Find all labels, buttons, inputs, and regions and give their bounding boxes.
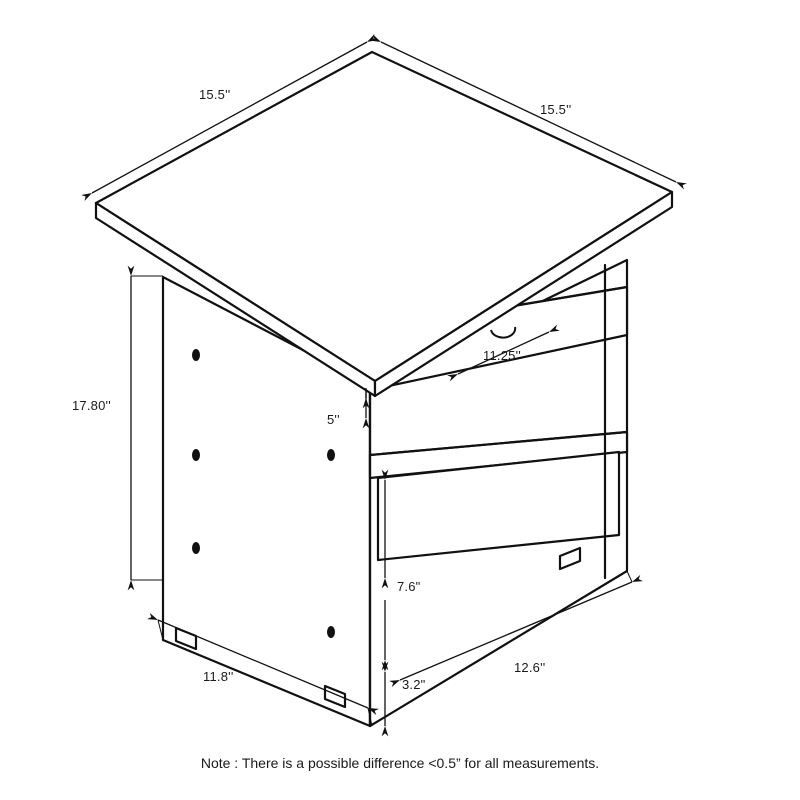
dim-label-base-depth-side: 12.6''	[514, 660, 546, 675]
measurement-note: Note : There is a possible difference <0.5” for all measurements.	[200, 755, 600, 771]
dim-label-base-width-front: 11.8''	[203, 669, 234, 684]
dim-label-top-left-width: 15.5''	[199, 87, 231, 102]
table-body	[96, 52, 672, 726]
dim-label-top-right-width: 15.5''	[540, 102, 572, 117]
dim-label-bottom-clearance: 3.2"	[402, 677, 426, 692]
dim-label-drawer-height: 5''	[327, 412, 340, 427]
dim-label-drawer-width: 11.25''	[483, 348, 521, 363]
dim-label-overall-height: 17.80''	[72, 398, 111, 413]
ext-depth-right	[627, 571, 632, 582]
dim-label-shelf-opening-height: 7.6"	[397, 579, 421, 594]
